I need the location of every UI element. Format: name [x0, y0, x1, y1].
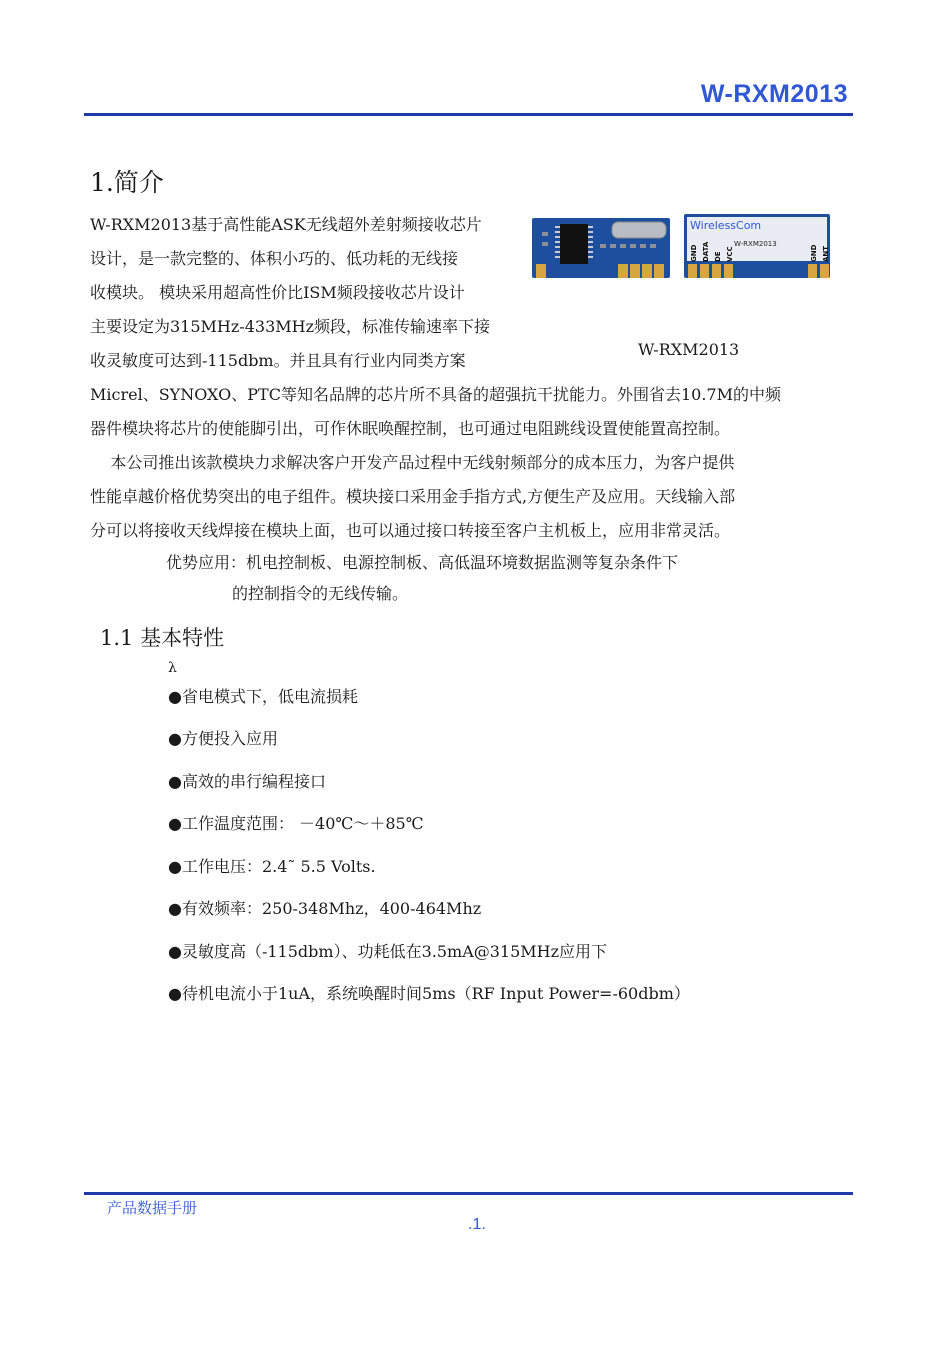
list-item: ●待机电流小于1uA，系统唤醒时间5ms（RF Input Power=-60dbm） — [168, 984, 690, 1003]
pin-label: GND — [690, 244, 698, 262]
body-line: 分可以将接收天线焊接在模块上面，也可以通过接口转接至客户主机板上，应用非常灵活。 — [90, 521, 731, 540]
bullet-icon: ● — [168, 984, 182, 1003]
bullet-icon: ● — [168, 857, 182, 876]
intro-line: 设计，是一款完整的、体积小巧的、低功耗的无线接 — [90, 249, 459, 268]
stray-char: λ — [168, 660, 177, 676]
feature-list — [168, 660, 868, 1020]
list-item: ●高效的串行编程接口 — [168, 772, 326, 791]
body-line: Micrel、SYNOXO、PTC等知名品牌的芯片所不具备的超强抗干扰能力。外围省去10.7M的中频 — [90, 385, 781, 404]
document-title: W-RXM2013 — [700, 80, 848, 108]
subsection-heading: 1.1 基本特性 — [100, 626, 225, 650]
section-heading: 1.简介 — [90, 168, 164, 197]
module-model: W-RXM2013 — [734, 240, 777, 248]
body-line: 本公司推出该款模块力求解决客户开发产品过程中无线射频部分的成本压力，为客户提供 — [90, 453, 735, 472]
body-line: 性能卓越价格优势突出的电子组件。模块接口采用金手指方式,方便生产及应用。天线输入部 — [90, 487, 736, 506]
pin-label: ANT — [822, 245, 830, 262]
intro-line: 收模块。 模块采用超高性价比ISM频段接收芯片设计 — [90, 283, 465, 302]
header-rule — [84, 113, 853, 116]
page-number: .1. — [468, 1216, 486, 1233]
intro-line: W-RXM2013基于高性能ASK无线超外差射频接收芯片 — [90, 215, 482, 234]
footer-label: 产品数据手册 — [107, 1200, 198, 1217]
list-item: ●工作电压：2.4˜ 5.5 Volts. — [168, 857, 376, 876]
chip — [560, 224, 588, 264]
bullet-icon: ● — [168, 942, 182, 961]
footer-rule — [84, 1192, 853, 1195]
crystal — [612, 222, 666, 238]
bullet-icon: ● — [168, 687, 182, 706]
bullet-icon: ● — [168, 729, 182, 748]
bullet-icon: ● — [168, 772, 182, 791]
pin-label: DE — [714, 251, 722, 262]
bullet-icon: ● — [168, 899, 182, 918]
pin-label: VCC — [726, 246, 734, 262]
list-item: ●有效频率：250-348Mhz，400-464Mhz — [168, 899, 482, 918]
application-line: 的控制指令的无线传输。 — [232, 584, 409, 603]
intro-line: 主要设定为315MHz-433MHz频段，标准传输速率下接 — [90, 317, 491, 336]
application-line: 优势应用：机电控制板、电源控制板、高低温环境数据监测等复杂条件下 — [166, 553, 679, 572]
pin-label: GND — [810, 244, 818, 262]
list-item: ●方便投入应用 — [168, 729, 278, 748]
bullet-icon: ● — [168, 814, 182, 833]
image-caption: W-RXM2013 — [638, 340, 740, 359]
list-item: ●工作温度范围： －40℃～＋85℃ — [168, 814, 424, 833]
module-photo — [530, 212, 832, 284]
intro-line: 收灵敏度可达到-115dbm。并且具有行业内同类方案 — [90, 351, 466, 370]
list-item: ●灵敏度高（-115dbm）、功耗低在3.5mA@315MHz应用下 — [168, 942, 608, 961]
body-line: 器件模块将芯片的使能脚引出，可作休眠唤醒控制，也可通过电阻跳线设置使能置高控制。 — [90, 419, 731, 438]
list-item: ●省电模式下，低电流损耗 — [168, 687, 358, 706]
pin-label: DATA — [702, 241, 710, 262]
module-brand: WirelessCom — [690, 219, 762, 232]
